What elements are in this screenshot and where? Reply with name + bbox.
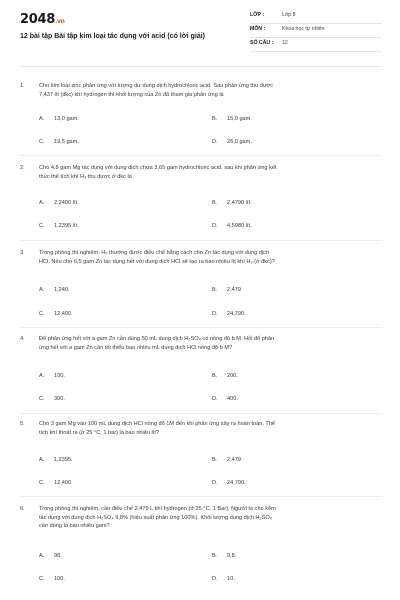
option-letter: D. xyxy=(212,139,218,145)
question-text xyxy=(39,82,374,99)
option-a[interactable] xyxy=(39,116,79,122)
option-text: 1,2395 lít. xyxy=(54,223,79,229)
document-title: 12 bài tập Bài tập kim loại tác dụng với acid (có lời giải) xyxy=(20,33,205,40)
meta-label: MÔN : xyxy=(250,26,266,32)
option-letter: D. xyxy=(212,396,218,402)
option-a[interactable] xyxy=(39,457,73,463)
option-letter: A. xyxy=(39,553,45,559)
option-b[interactable] xyxy=(212,116,252,122)
option-text: 4,5980 lít. xyxy=(227,223,252,229)
logo-suffix-text: .vn xyxy=(54,18,65,25)
option-c[interactable] xyxy=(39,223,79,229)
meta-row-class xyxy=(250,12,382,24)
option-letter: B. xyxy=(212,553,218,559)
option-text: 12,400. xyxy=(54,311,73,317)
question-divider xyxy=(20,496,382,497)
question-line: tác dụng với dung dịch H₂SO₄ 9,8% (hiệu suất phản ứng 100%). Khối lượng dung dịch H₂SO₄ xyxy=(39,514,273,521)
option-text: 24,790. xyxy=(227,311,246,317)
option-d[interactable] xyxy=(212,480,246,486)
question-text xyxy=(39,335,374,352)
option-text: 400. xyxy=(227,396,238,402)
question-line: cần dùng là bao nhiêu gam? xyxy=(39,523,110,529)
option-a[interactable] xyxy=(39,287,70,293)
option-c[interactable] xyxy=(39,139,79,145)
metadata-table xyxy=(250,12,382,54)
question-line: tích khí thoát ra (ở 25 °C, 1 bar) là bao nhiêu lít? xyxy=(39,429,160,436)
question-line: Để phản ứng hết với a gam Zn cần dùng 50 mL dung dịch H₂SO₄ có nồng độ b M. Hỏi để phản xyxy=(39,336,275,342)
meta-label: SỐ CÂU : xyxy=(250,40,274,46)
option-letter: A. xyxy=(39,116,45,122)
meta-value: 12 xyxy=(282,40,288,46)
option-c[interactable] xyxy=(39,576,65,582)
question-divider xyxy=(20,327,382,328)
option-d[interactable] xyxy=(212,311,246,317)
option-letter: C. xyxy=(39,139,45,145)
option-text: 19,5 gam. xyxy=(54,139,79,145)
option-text: 200. xyxy=(227,373,238,379)
question-divider xyxy=(20,240,382,241)
question-text xyxy=(39,249,374,266)
option-text: 2,479. xyxy=(227,457,243,463)
question-line: Cho 4,8 gam Mg tác dụng với dung dịch chứa 3,65 gam hydrochloric acid, sau khi phản ứng kết xyxy=(39,165,277,171)
question-number: 4. xyxy=(20,336,25,342)
option-text: 24,790. xyxy=(227,480,246,486)
option-text: 100. xyxy=(54,373,65,379)
option-c[interactable] xyxy=(39,311,73,317)
meta-row-subject xyxy=(250,26,382,38)
meta-value: Khoa học tự nhiên xyxy=(282,26,325,32)
option-text: 98. xyxy=(54,553,62,559)
option-letter: B. xyxy=(212,373,218,379)
option-letter: B. xyxy=(212,200,218,206)
meta-row-count xyxy=(250,40,382,52)
option-text: 2,4790 lít. xyxy=(227,200,252,206)
option-d[interactable] xyxy=(212,223,252,229)
option-b[interactable] xyxy=(212,200,252,206)
option-c[interactable] xyxy=(39,396,65,402)
option-a[interactable] xyxy=(39,200,79,206)
option-letter: D. xyxy=(212,311,218,317)
question-number: 3. xyxy=(20,250,25,256)
option-letter: A. xyxy=(39,457,45,463)
question-number: 1. xyxy=(20,83,25,89)
option-letter: C. xyxy=(39,396,45,402)
question-text xyxy=(39,164,374,181)
question-number: 2. xyxy=(20,165,25,171)
question-text xyxy=(39,420,374,437)
option-a[interactable] xyxy=(39,373,65,379)
question-divider xyxy=(20,155,382,156)
option-letter: D. xyxy=(212,576,218,582)
question-number: 5. xyxy=(20,421,25,427)
option-letter: A. xyxy=(39,373,45,379)
option-text: 300. xyxy=(54,396,65,402)
option-letter: B. xyxy=(212,116,218,122)
option-letter: B. xyxy=(212,457,218,463)
option-b[interactable] xyxy=(212,553,236,559)
option-text: 26,0 gam. xyxy=(227,139,252,145)
question-line: ứng hết với a gam Zn cần tối thiểu bao nhiêu mL dung dịch HCl nồng độ b M? xyxy=(39,344,233,351)
option-text: 12,400. xyxy=(54,480,73,486)
option-letter: B. xyxy=(212,287,218,293)
header-divider xyxy=(20,66,382,67)
option-letter: D. xyxy=(212,223,218,229)
option-letter: A. xyxy=(39,200,45,206)
option-c[interactable] xyxy=(39,480,73,486)
meta-label: LỚP : xyxy=(250,12,265,18)
option-b[interactable] xyxy=(212,457,243,463)
site-logo[interactable] xyxy=(20,12,65,27)
option-text: 2,2400 lít. xyxy=(54,200,79,206)
option-text: 2,479 xyxy=(227,287,241,293)
option-letter: C. xyxy=(39,480,45,486)
option-text: 15,9 gam. xyxy=(227,116,252,122)
question-divider xyxy=(20,413,382,414)
option-text: 100. xyxy=(54,576,65,582)
question-line: 7,437 lít (đkc) khí hydrogen thì khối lượng của Zn đã tham gia phản ứng là xyxy=(39,91,224,98)
question-line: HCl. Nếu cho 6,5 gam Zn tác dụng hết với dung dịch HCl sẽ tạo ra bao nhiêu lít khí H₂ (ở đkc)? xyxy=(39,258,275,265)
option-a[interactable] xyxy=(39,553,62,559)
question-number: 6. xyxy=(20,506,25,512)
option-text: 9,8. xyxy=(227,553,237,559)
question-line: Trong phòng thí nghiệm, H₂ thường được điều chế bằng cách cho Zn tác dụng với dung dịch xyxy=(39,250,270,256)
question-line: Cho kim loại zinc phản ứng với lượng dư dung dịch hydrochloric acid. Sau phản ứng thu được xyxy=(39,83,274,89)
option-letter: C. xyxy=(39,311,45,317)
option-d[interactable] xyxy=(212,396,238,402)
question-line: Cho 3 gam Mg vào 100 mL dung dịch HCl nồng độ 1M đến khi phản ứng xảy ra hoàn toàn. Thể xyxy=(39,421,276,427)
question-line: Trong phòng thí nghiệm, cần điều chế 2,479 L khí hydrogen (ở 25 °C, 1 Bar). Người ta cho kẽm xyxy=(39,506,276,512)
option-letter: C. xyxy=(39,223,45,229)
option-text: 1,240. xyxy=(54,287,70,293)
option-text: 13,0 gam. xyxy=(54,116,79,122)
option-letter: C. xyxy=(39,576,45,582)
option-b[interactable] xyxy=(212,373,238,379)
logo-main-text: 2048 xyxy=(20,12,55,27)
option-text: 10. xyxy=(227,576,235,582)
option-letter: D. xyxy=(212,480,218,486)
option-d[interactable] xyxy=(212,576,235,582)
option-text: 1,2395. xyxy=(54,457,73,463)
question-text xyxy=(39,505,374,531)
option-b[interactable] xyxy=(212,287,241,293)
option-d[interactable] xyxy=(212,139,252,145)
meta-value: Lớp 8 xyxy=(282,12,296,18)
option-letter: A. xyxy=(39,287,45,293)
question-line: thúc thể tích khí H₂ thu được ở đkc là xyxy=(39,173,132,180)
